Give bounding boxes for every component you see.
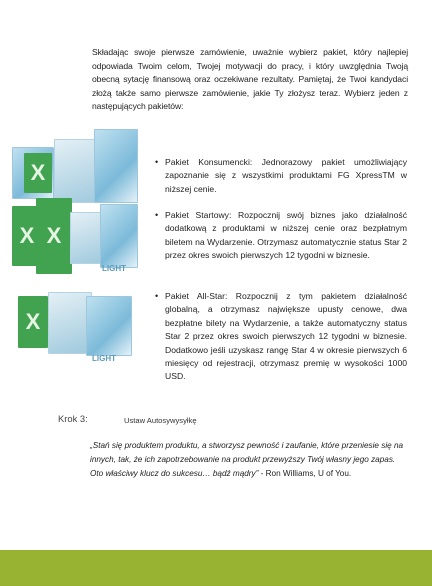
bullet-icon: • — [155, 291, 159, 301]
light-logo: LIGHT — [102, 264, 126, 273]
product-x-mark: X — [25, 309, 41, 334]
product-box-x — [36, 198, 72, 274]
brochure-panel — [100, 204, 138, 268]
step-label: Krok 3: — [58, 413, 88, 424]
quote — [90, 439, 408, 482]
product-box-x — [24, 153, 52, 193]
footer-band — [0, 550, 432, 586]
product-x-mark: X — [30, 160, 46, 185]
package-starter — [155, 209, 407, 263]
package-consumer — [155, 156, 407, 196]
light-logo: LIGHT — [92, 354, 116, 363]
product-box-x — [18, 296, 48, 348]
package-text: Pakiet Startowy: Rozpocznij swój biznes jako działalność dodatkową z produktami w niższej cenie oraz bezpłatnym biletem na Wydarzenie. Otrzymasz automatycznie status Star 2 przez okres swoich pierwszych 12 tygodni w biznesie. — [165, 210, 407, 261]
product-image-starter — [10, 192, 138, 288]
product-x-mark: X — [19, 223, 35, 248]
bullet-icon: • — [155, 157, 159, 167]
package-text: Pakiet All-Star: Rozpocznij z tym pakietem działalność globalną, a otrzymasz największe upusty cenowe, dwa bezpłatne bilety na Wydarzenie, a także automatyczny status Star 2 przez okres swoich pierwszych 12 tygodni w biznesie. Dodatkowo jeśli uzyskasz rangę Star 4 w okresie pierwszych 6 miesięcy od rejestracji, otrzymasz premię w wysokości 1000 USD. — [165, 291, 407, 382]
brochure-panel — [86, 296, 132, 356]
product-x-mark: X — [46, 223, 62, 248]
bullet-icon: • — [155, 210, 159, 220]
quote-text: „Stań się produktem produktu, a stworzysz pewność i zaufanie, które przeniesie się na innych, tak, że ich zapotrzebowanie na produkt przewyższy Twój własny jego zapas. Oto właściwy klucz do sukcesu… bądź mądry” — [90, 441, 404, 479]
package-text: Pakiet Konsumencki: Jednorazowy pakiet umożliwiający zapoznanie się z wszystkimi produktami FG XpressTM w niższej cenie. — [165, 157, 407, 194]
quote-author: - Ron Williams, U of You. — [260, 469, 352, 479]
intro-paragraph: Składając swoje pierwsze zamówienie, uważnie wybierz pakiet, który najlepiej odpowiada Twoim celom, Twojej motywacji do pracy, i który uwzględnia Twoją obecną sytację finansową oraz oczekiwane rezultaty. Pamiętaj, że Twoi kandydaci złożą także samo pierwsze zamówienie, jakie Ty złożysz teraz. Wybierz jeden z następujących pakietów: — [92, 47, 408, 112]
product-image-allstar — [10, 288, 138, 384]
package-allstar — [155, 290, 407, 384]
step-title: Ustaw Autosywysyłkę — [124, 416, 197, 425]
